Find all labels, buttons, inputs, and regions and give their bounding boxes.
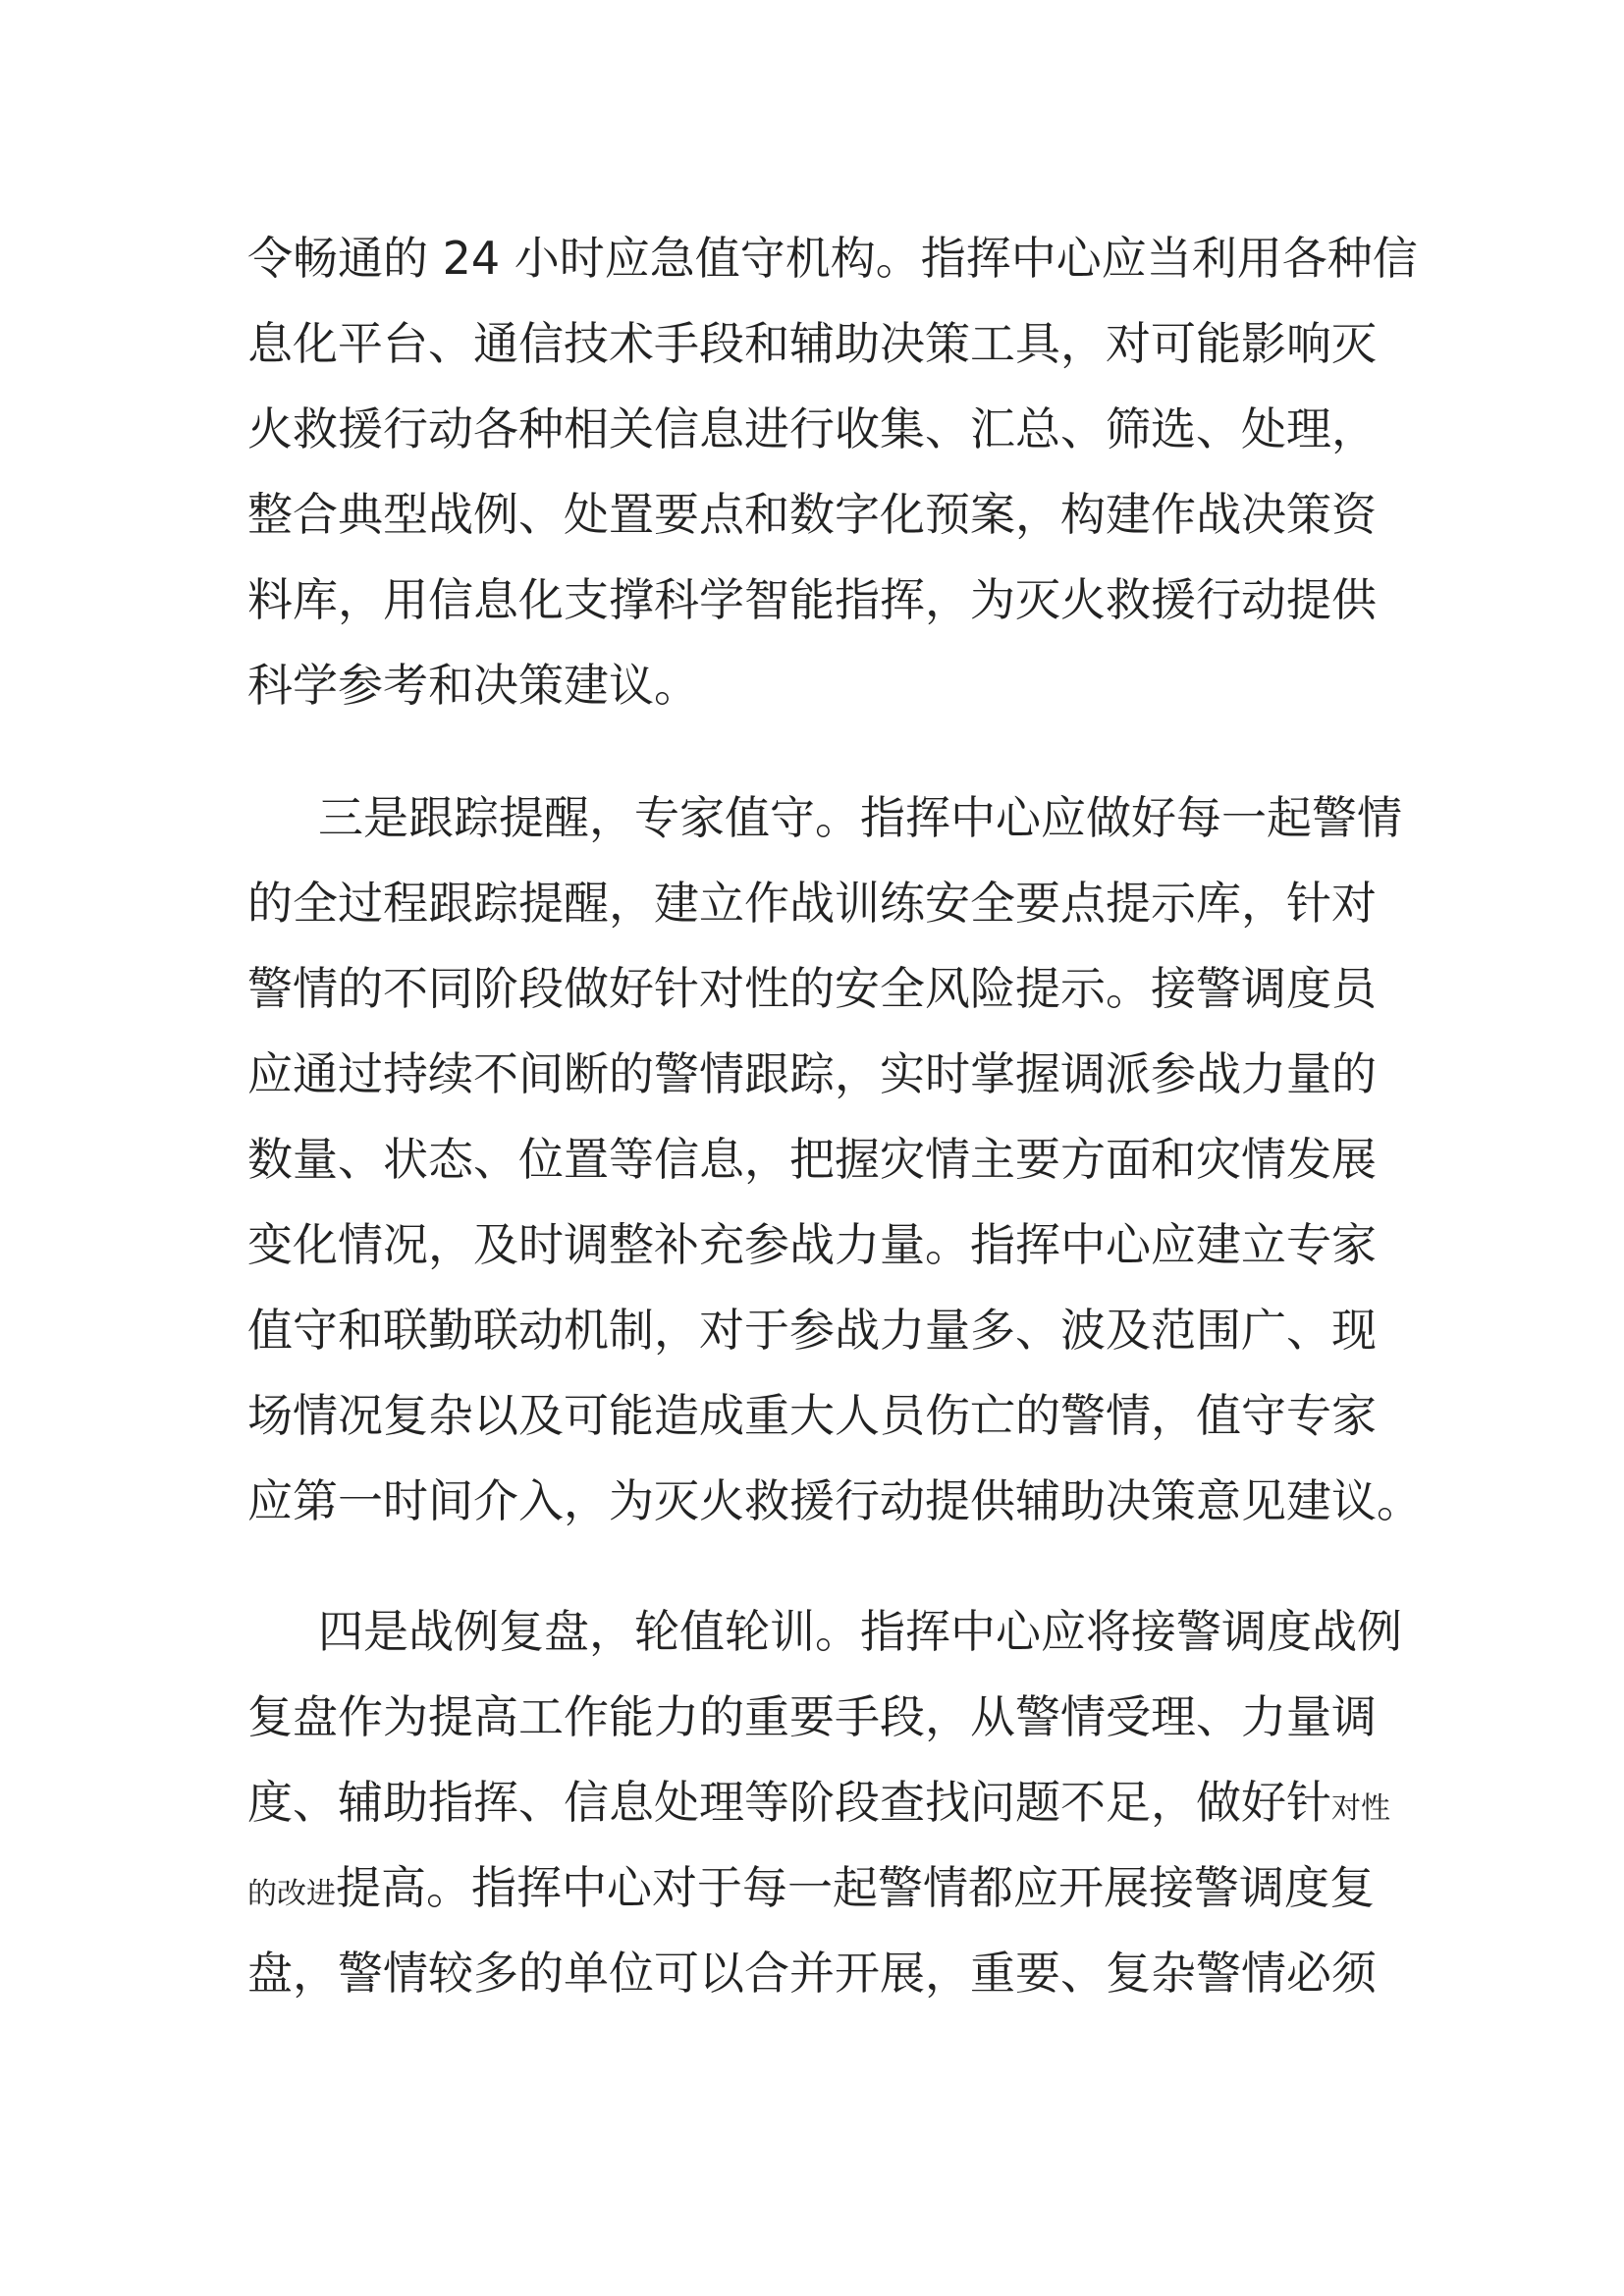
text-line: 警情的不同阶段做好针对性的安全风险提示。接警调度员 (247, 962, 1377, 1015)
text-line: 数量、状态、位置等信息，把握灾情主要方面和灾情发展 (247, 1133, 1377, 1186)
text-line: 复盘作为提高工作能力的重要手段，从警情受理、力量调 (247, 1690, 1377, 1743)
text-line: 三是跟踪提醒，专家值守。指挥中心应做好每一起警情 (318, 791, 1402, 844)
text-segment: 提高。指挥中心对于每一起警情都应开展接警调度复 (336, 1861, 1375, 1914)
text-line: 场情况复杂以及可能造成重大人员伤亡的警情，值守专家 (247, 1389, 1377, 1442)
small-text-fragment: 的改进 (247, 1877, 336, 1911)
text-line: 变化情况，及时调整补充参战力量。指挥中心应建立专家 (247, 1218, 1377, 1271)
text-line: 令畅通的 24 小时应急值守机构。指挥中心应当利用各种信 (247, 232, 1418, 285)
text-line: 科学参考和决策建议。 (247, 659, 699, 712)
text-line: 应第一时间介入，为灭火救援行动提供辅助决策意见建议。 (247, 1474, 1422, 1527)
text-line: 息化平台、通信技术手段和辅助决策工具，对可能影响灭 (247, 317, 1377, 370)
text-line: 整合典型战例、处置要点和数字化预案，构建作战决策资 (247, 488, 1377, 541)
text-line: 四是战例复盘，轮值轮训。指挥中心应将接警调度战例 (318, 1605, 1402, 1658)
text-line (247, 1760, 1390, 1845)
text-line: 火救援行动各种相关信息进行收集、汇总、筛选、处理， (247, 402, 1377, 455)
text-line: 盘，警情较多的单位可以合并开展，重要、复杂警情必须 (247, 1947, 1377, 2000)
text-line: 的全过程跟踪提醒，建立作战训练安全要点提示库，针对 (247, 877, 1377, 930)
text-line: 值守和联勤联动机制，对于参战力量多、波及范围广、现 (247, 1304, 1377, 1357)
text-segment: 度、辅助指挥、信息处理等阶段查找问题不足，做好针 (247, 1776, 1331, 1829)
text-line (247, 1845, 1375, 1931)
small-text-fragment: 对性 (1331, 1791, 1390, 1826)
text-line: 料库，用信息化支撑科学智能指挥，为灭火救援行动提供 (247, 573, 1377, 626)
text-line: 应通过持续不间断的警情跟踪，实时掌握调派参战力量的 (247, 1047, 1377, 1100)
